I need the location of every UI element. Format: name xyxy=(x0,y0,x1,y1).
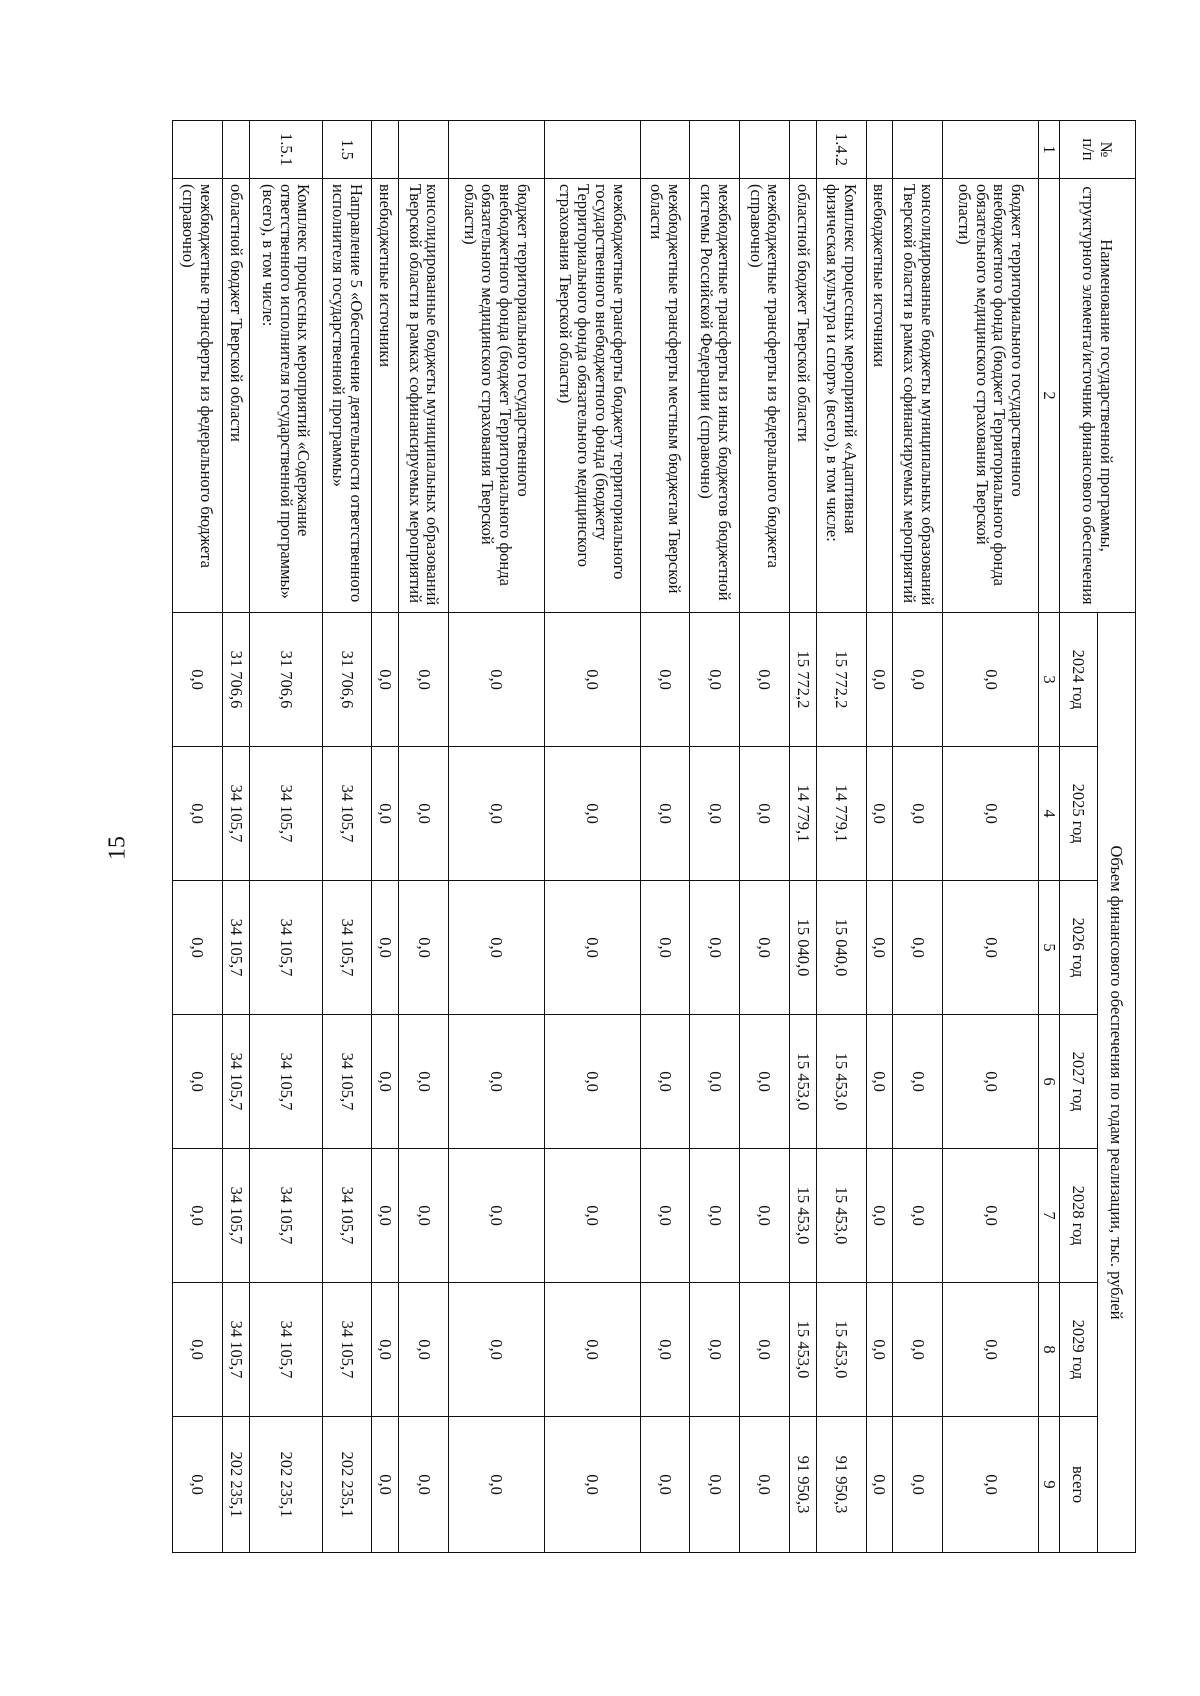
header-year: 2024 год xyxy=(1060,613,1098,747)
rotated-table-container xyxy=(172,120,1136,1552)
row-year-value: 0,0 xyxy=(740,747,790,881)
row-year-value: 0,0 xyxy=(640,747,690,881)
row-year-value: 0,0 xyxy=(449,747,545,881)
header-name-line2: структурного элемента/источник финансового обеспечения xyxy=(1079,186,1099,605)
table-row xyxy=(740,121,790,1553)
column-number: 6 xyxy=(1039,1015,1060,1149)
row-total-value: 91 950,3 xyxy=(789,1417,816,1553)
row-year-value: 15 453,0 xyxy=(816,1149,866,1283)
row-name: бюджет территориального государственного внебюджетного фонда (бюджет Территориального фонда обязательного медицинского страхования Тверской области) xyxy=(449,179,545,613)
row-number xyxy=(544,121,640,179)
row-name: межбюджетные трансферты из иных бюджетов бюджетной системы Российской Федерации (справочно) xyxy=(690,179,740,613)
row-year-value: 0,0 xyxy=(399,747,449,881)
column-number: 9 xyxy=(1039,1417,1060,1553)
row-year-value: 0,0 xyxy=(173,1149,223,1283)
table-row xyxy=(249,121,322,1553)
row-year-value: 0,0 xyxy=(372,881,399,1015)
row-year-value: 0,0 xyxy=(640,1149,690,1283)
row-year-value: 0,0 xyxy=(690,747,740,881)
column-number: 8 xyxy=(1039,1283,1060,1417)
row-year-value: 0,0 xyxy=(372,747,399,881)
row-year-value: 0,0 xyxy=(866,881,893,1015)
row-total-value: 0,0 xyxy=(372,1417,399,1553)
row-name: внебюджетные источники xyxy=(866,179,893,613)
header-year: 2026 год xyxy=(1060,881,1098,1015)
row-year-value: 0,0 xyxy=(690,881,740,1015)
row-year-value: 0,0 xyxy=(544,1283,640,1417)
row-year-value: 0,0 xyxy=(690,613,740,747)
row-year-value: 0,0 xyxy=(173,1283,223,1417)
header-year: 2028 год xyxy=(1060,1149,1098,1283)
row-year-value: 0,0 xyxy=(740,1149,790,1283)
row-year-value: 0,0 xyxy=(893,613,943,747)
row-name: бюджет территориального государственного внебюджетного фонда (бюджет Территориального фонда обязательного медицинского страхования Тверской области) xyxy=(943,179,1039,613)
row-year-value: 0,0 xyxy=(544,881,640,1015)
row-number xyxy=(789,121,816,179)
row-total-value: 0,0 xyxy=(399,1417,449,1553)
table-row xyxy=(640,121,690,1553)
column-number-row xyxy=(1039,121,1060,1553)
row-total-value: 0,0 xyxy=(173,1417,223,1553)
row-year-value: 0,0 xyxy=(866,613,893,747)
row-year-value: 0,0 xyxy=(943,1283,1039,1417)
row-total-value: 202 235,1 xyxy=(322,1417,372,1553)
row-year-value: 0,0 xyxy=(399,1015,449,1149)
row-year-value: 15 040,0 xyxy=(789,881,816,1015)
row-year-value: 0,0 xyxy=(893,1149,943,1283)
row-year-value: 0,0 xyxy=(943,1149,1039,1283)
header-name-cell xyxy=(1060,179,1136,613)
row-year-value: 0,0 xyxy=(943,613,1039,747)
row-year-value: 34 105,7 xyxy=(249,1283,322,1417)
row-year-value: 34 105,7 xyxy=(322,1149,372,1283)
row-year-value: 0,0 xyxy=(943,881,1039,1015)
row-name: консолидированные бюджеты муниципальных образований Тверской области в рамках софинансируемых мероприятий xyxy=(893,179,943,613)
header-year: 2029 год xyxy=(1060,1283,1098,1417)
row-year-value: 34 105,7 xyxy=(322,747,372,881)
column-number: 3 xyxy=(1039,613,1060,747)
table-row xyxy=(399,121,449,1553)
row-year-value: 34 105,7 xyxy=(249,1149,322,1283)
row-year-value: 0,0 xyxy=(893,747,943,881)
row-year-value: 34 105,7 xyxy=(222,881,249,1015)
row-year-value: 34 105,7 xyxy=(249,1015,322,1149)
row-year-value: 0,0 xyxy=(866,1015,893,1149)
column-number: 5 xyxy=(1039,881,1060,1015)
row-number: 1.5.1 xyxy=(249,121,322,179)
header-volume: Объем финансового обеспечения по годам реализации, тыс. рублей xyxy=(1098,613,1136,1553)
page-number: 15 xyxy=(104,836,131,860)
column-number: 1 xyxy=(1039,121,1060,179)
row-name: внебюджетные источники xyxy=(372,179,399,613)
row-year-value: 15 453,0 xyxy=(816,1283,866,1417)
row-year-value: 0,0 xyxy=(943,1015,1039,1149)
row-year-value: 0,0 xyxy=(449,1015,545,1149)
row-number xyxy=(640,121,690,179)
row-name: Направление 5 «Обеспечение деятельности ответственного исполнителя государственной программы» xyxy=(322,179,372,613)
row-year-value: 15 453,0 xyxy=(816,1015,866,1149)
row-year-value: 0,0 xyxy=(544,1015,640,1149)
row-name: Комплекс процессных мероприятий «Адаптивная физическая культура и спорт» (всего), в том числе: xyxy=(816,179,866,613)
row-year-value: 0,0 xyxy=(640,613,690,747)
row-total-value: 0,0 xyxy=(544,1417,640,1553)
row-year-value: 15 772,2 xyxy=(816,613,866,747)
row-year-value: 15 453,0 xyxy=(789,1149,816,1283)
row-year-value: 0,0 xyxy=(866,1149,893,1283)
row-year-value: 0,0 xyxy=(399,1149,449,1283)
row-year-value: 0,0 xyxy=(544,1149,640,1283)
header-number-line2: п/п xyxy=(1079,138,1099,161)
row-year-value: 34 105,7 xyxy=(249,881,322,1015)
row-year-value: 0,0 xyxy=(449,613,545,747)
row-number xyxy=(740,121,790,179)
row-year-value: 14 779,1 xyxy=(789,747,816,881)
row-year-value: 14 779,1 xyxy=(816,747,866,881)
row-year-value: 0,0 xyxy=(690,1283,740,1417)
row-name: областной бюджет Тверской области xyxy=(789,179,816,613)
row-year-value: 34 105,7 xyxy=(322,1015,372,1149)
header-total: всего xyxy=(1060,1417,1098,1553)
row-year-value: 0,0 xyxy=(173,613,223,747)
table-row xyxy=(222,121,249,1553)
row-year-value: 31 706,6 xyxy=(249,613,322,747)
row-number xyxy=(173,121,223,179)
row-year-value: 0,0 xyxy=(690,1149,740,1283)
row-year-value: 0,0 xyxy=(893,1015,943,1149)
row-year-value: 0,0 xyxy=(640,1015,690,1149)
row-year-value: 0,0 xyxy=(893,1283,943,1417)
table-row xyxy=(372,121,399,1553)
row-year-value: 15 040,0 xyxy=(816,881,866,1015)
row-year-value: 0,0 xyxy=(640,881,690,1015)
header-year: 2027 год xyxy=(1060,1015,1098,1149)
header-number-line1: № xyxy=(1097,141,1117,158)
row-year-value: 34 105,7 xyxy=(222,1015,249,1149)
row-number xyxy=(399,121,449,179)
header-name-line1: Наименование государственной программы, xyxy=(1097,239,1117,552)
row-year-value: 0,0 xyxy=(943,747,1039,881)
row-year-value: 34 105,7 xyxy=(249,747,322,881)
row-year-value: 0,0 xyxy=(866,1283,893,1417)
table-row xyxy=(866,121,893,1553)
table-row xyxy=(789,121,816,1553)
row-name: межбюджетные трансферты из федерального бюджета (справочно) xyxy=(173,179,223,613)
row-total-value: 0,0 xyxy=(893,1417,943,1553)
row-number xyxy=(690,121,740,179)
row-year-value: 34 105,7 xyxy=(322,1283,372,1417)
table-row xyxy=(544,121,640,1553)
row-year-value: 0,0 xyxy=(449,881,545,1015)
row-year-value: 15 453,0 xyxy=(789,1283,816,1417)
row-year-value: 0,0 xyxy=(640,1283,690,1417)
row-year-value: 31 706,6 xyxy=(222,613,249,747)
row-number xyxy=(372,121,399,179)
column-number: 7 xyxy=(1039,1149,1060,1283)
row-year-value: 0,0 xyxy=(399,613,449,747)
row-total-value: 0,0 xyxy=(943,1417,1039,1553)
row-year-value: 0,0 xyxy=(740,1283,790,1417)
row-number xyxy=(222,121,249,179)
row-year-value: 15 453,0 xyxy=(789,1015,816,1149)
row-total-value: 0,0 xyxy=(640,1417,690,1553)
row-year-value: 0,0 xyxy=(449,1149,545,1283)
row-total-value: 0,0 xyxy=(740,1417,790,1553)
row-name: межбюджетные трансферты из федерального бюджета (справочно) xyxy=(740,179,790,613)
row-total-value: 0,0 xyxy=(690,1417,740,1553)
row-year-value: 0,0 xyxy=(173,881,223,1015)
row-year-value: 0,0 xyxy=(740,1015,790,1149)
row-name: Комплекс процессных мероприятий «Содержание ответственного исполнителя государственной программы» (всего), в том числе: xyxy=(249,179,322,613)
row-year-value: 0,0 xyxy=(544,747,640,881)
row-year-value: 0,0 xyxy=(449,1283,545,1417)
row-year-value: 34 105,7 xyxy=(322,881,372,1015)
table-row xyxy=(893,121,943,1553)
row-year-value: 0,0 xyxy=(399,1283,449,1417)
header-year: 2025 год xyxy=(1060,747,1098,881)
row-year-value: 0,0 xyxy=(893,881,943,1015)
header-number-cell xyxy=(1060,121,1136,179)
table-row xyxy=(322,121,372,1553)
row-year-value: 0,0 xyxy=(740,881,790,1015)
row-number: 1.5 xyxy=(322,121,372,179)
row-year-value: 34 105,7 xyxy=(222,1149,249,1283)
row-year-value: 0,0 xyxy=(690,1015,740,1149)
row-year-value: 0,0 xyxy=(372,1015,399,1149)
row-year-value: 31 706,6 xyxy=(322,613,372,747)
row-name: консолидированные бюджеты муниципальных образований Тверской области в рамках софинансируемых мероприятий xyxy=(399,179,449,613)
table-row xyxy=(690,121,740,1553)
row-total-value: 0,0 xyxy=(449,1417,545,1553)
row-name: межбюджетные трансферты бюджету территориального государственного внебюджетного фонда (бюджету Территориального фонда обязательного медицинского страхования Тверской области) xyxy=(544,179,640,613)
row-year-value: 0,0 xyxy=(866,747,893,881)
row-year-value: 0,0 xyxy=(173,747,223,881)
row-year-value: 34 105,7 xyxy=(222,747,249,881)
row-year-value: 0,0 xyxy=(544,613,640,747)
table-row xyxy=(173,121,223,1553)
row-number xyxy=(943,121,1039,179)
row-year-value: 0,0 xyxy=(740,613,790,747)
row-total-value: 91 950,3 xyxy=(816,1417,866,1553)
row-year-value: 0,0 xyxy=(372,1149,399,1283)
row-total-value: 202 235,1 xyxy=(249,1417,322,1553)
row-year-value: 0,0 xyxy=(173,1015,223,1149)
row-number: 1.4.2 xyxy=(816,121,866,179)
column-number: 2 xyxy=(1039,179,1060,613)
column-number: 4 xyxy=(1039,747,1060,881)
row-year-value: 15 772,2 xyxy=(789,613,816,747)
row-number xyxy=(866,121,893,179)
table-row xyxy=(943,121,1039,1553)
row-name: межбюджетные трансферты местным бюджетам Тверской области xyxy=(640,179,690,613)
row-year-value: 0,0 xyxy=(372,1283,399,1417)
table-row xyxy=(816,121,866,1553)
row-year-value: 0,0 xyxy=(372,613,399,747)
row-year-value: 0,0 xyxy=(399,881,449,1015)
row-number xyxy=(449,121,545,179)
row-total-value: 0,0 xyxy=(866,1417,893,1553)
budget-table xyxy=(172,120,1136,1553)
row-name: областной бюджет Тверской области xyxy=(222,179,249,613)
budget-rows xyxy=(173,121,1039,1553)
row-year-value: 34 105,7 xyxy=(222,1283,249,1417)
row-total-value: 202 235,1 xyxy=(222,1417,249,1553)
row-number xyxy=(893,121,943,179)
table-row xyxy=(449,121,545,1553)
